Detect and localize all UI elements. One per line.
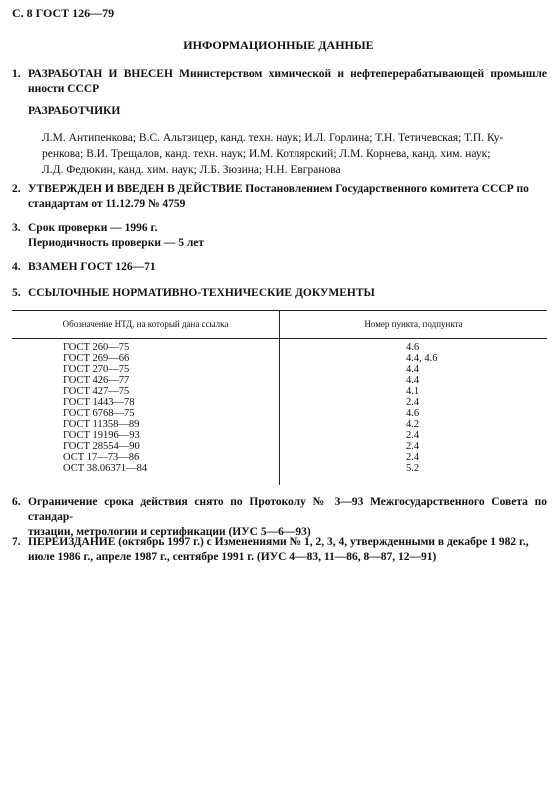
clause-cell: 4.6 <box>406 342 420 353</box>
section-1-text: РАЗРАБОТАН И ВНЕСЕН Министерством химической и нефтеперерабатывающей промышле нности СССР <box>28 68 547 95</box>
clause-cell: 2.4 <box>406 430 420 441</box>
developers-line: Л.Д. Федюкин, канд. хим. наук; Л.Б. Зюзина; Н.Н. Евгранова <box>42 164 341 176</box>
clause-cell: 2.4 <box>406 441 420 452</box>
section-6-number: 6. <box>12 496 21 508</box>
references-table <box>12 310 547 485</box>
designation-cell: ОСТ 17—73—86 <box>63 452 140 463</box>
section-7 <box>12 535 547 565</box>
section-3 <box>12 221 547 251</box>
section-7-line: июле 1986 г., апреле 1987 г., сентябре 1991 г. (ИУС 4—83, 11—86, 8—87, 12—91) <box>28 551 437 563</box>
clause-cell: 5.2 <box>406 463 420 474</box>
developers-heading: РАЗРАБОТЧИКИ <box>28 105 121 117</box>
designation-cell: ГОСТ 28554—90 <box>63 441 140 452</box>
section-2-line: УТВЕРЖДЕН И ВВЕДЕН В ДЕЙСТВИЕ Постановлением Государственного комитета СССР по <box>28 183 529 195</box>
designation-cell: ГОСТ 1443—78 <box>63 397 135 408</box>
section-5 <box>12 286 547 301</box>
clause-cell: 4.4 <box>406 375 420 386</box>
designation-cell: ГОСТ 6768—75 <box>63 408 135 419</box>
clause-column <box>406 342 438 474</box>
designation-cell: ОСТ 38.06371—84 <box>63 463 148 474</box>
section-7-number: 7. <box>12 536 21 548</box>
clause-cell: 2.4 <box>406 452 420 463</box>
section-3-line: Периодичность проверки — 5 лет <box>28 237 205 249</box>
table-header-clause: Номер пункта, подпункта <box>364 319 463 329</box>
section-2-number: 2. <box>12 183 21 195</box>
section-4-number: 4. <box>12 261 21 273</box>
designation-column <box>63 342 147 474</box>
section-7-line: ПЕРЕИЗДАНИЕ (октябрь 1997 г.) с Изменениями № 1, 2, 3, 4, утвержденными в декабре 1 982 г., <box>28 536 529 548</box>
document-title: ИНФОРМАЦИОННЫЕ ДАННЫЕ <box>183 38 374 52</box>
developers-line: ренкова; В.И. Трещалов, канд. техн. наук; И.М. Котлярский; Л.М. Корнева, канд. хим. наук; <box>42 148 491 160</box>
table-header-designation: Обозначение НТД, на который дана ссылка <box>62 319 229 329</box>
clause-cell: 2.4 <box>406 397 420 408</box>
designation-cell: ГОСТ 260—75 <box>63 342 130 353</box>
section-2 <box>12 182 547 212</box>
section-6-line: Ограничение срока действия снято по Протоколу № 3—93 Межгосударственного Совета по стандар- <box>28 496 547 523</box>
page-header: С. 8 ГОСТ 126—79 <box>12 6 115 20</box>
section-3-number: 3. <box>12 222 21 234</box>
table-column-divider <box>279 310 280 485</box>
section-5-text: ССЫЛОЧНЫЕ НОРМАТИВНО-ТЕХНИЧЕСКИЕ ДОКУМЕНТЫ <box>28 287 375 299</box>
clause-cell: 4.4 <box>406 364 420 375</box>
section-3-line: Срок проверки — 1996 г. <box>28 222 158 234</box>
designation-cell: ГОСТ 11358—89 <box>63 419 140 430</box>
section-6 <box>12 495 547 540</box>
developers-list <box>42 130 547 178</box>
clause-cell: 4.6 <box>406 408 420 419</box>
designation-cell: ГОСТ 270—75 <box>63 364 130 375</box>
section-6-line: тизации, метрологии и сертификации (ИУС 5—6—93) <box>28 526 311 538</box>
designation-cell: ГОСТ 427—75 <box>63 386 130 397</box>
clause-cell: 4.4, 4.6 <box>406 353 438 364</box>
developers-line: Л.М. Антипенкова; В.С. Альтзицер, канд. техн. наук; И.Л. Горлина; Т.Н. Тетичевская; Т.П. Ку- <box>42 132 504 144</box>
designation-cell: ГОСТ 426—77 <box>63 375 130 386</box>
section-1 <box>12 67 547 97</box>
clause-cell: 4.2 <box>406 419 420 430</box>
designation-cell: ГОСТ 269—66 <box>63 353 130 364</box>
section-1-number: 1. <box>12 68 21 80</box>
section-4-text: ВЗАМЕН ГОСТ 126—71 <box>28 261 156 273</box>
section-5-number: 5. <box>12 287 21 299</box>
designation-cell: ГОСТ 19196—93 <box>63 430 140 441</box>
clause-cell: 4.1 <box>406 386 420 397</box>
section-4 <box>12 260 547 275</box>
section-2-line: стандартам от 11.12.79 № 4759 <box>28 198 186 210</box>
